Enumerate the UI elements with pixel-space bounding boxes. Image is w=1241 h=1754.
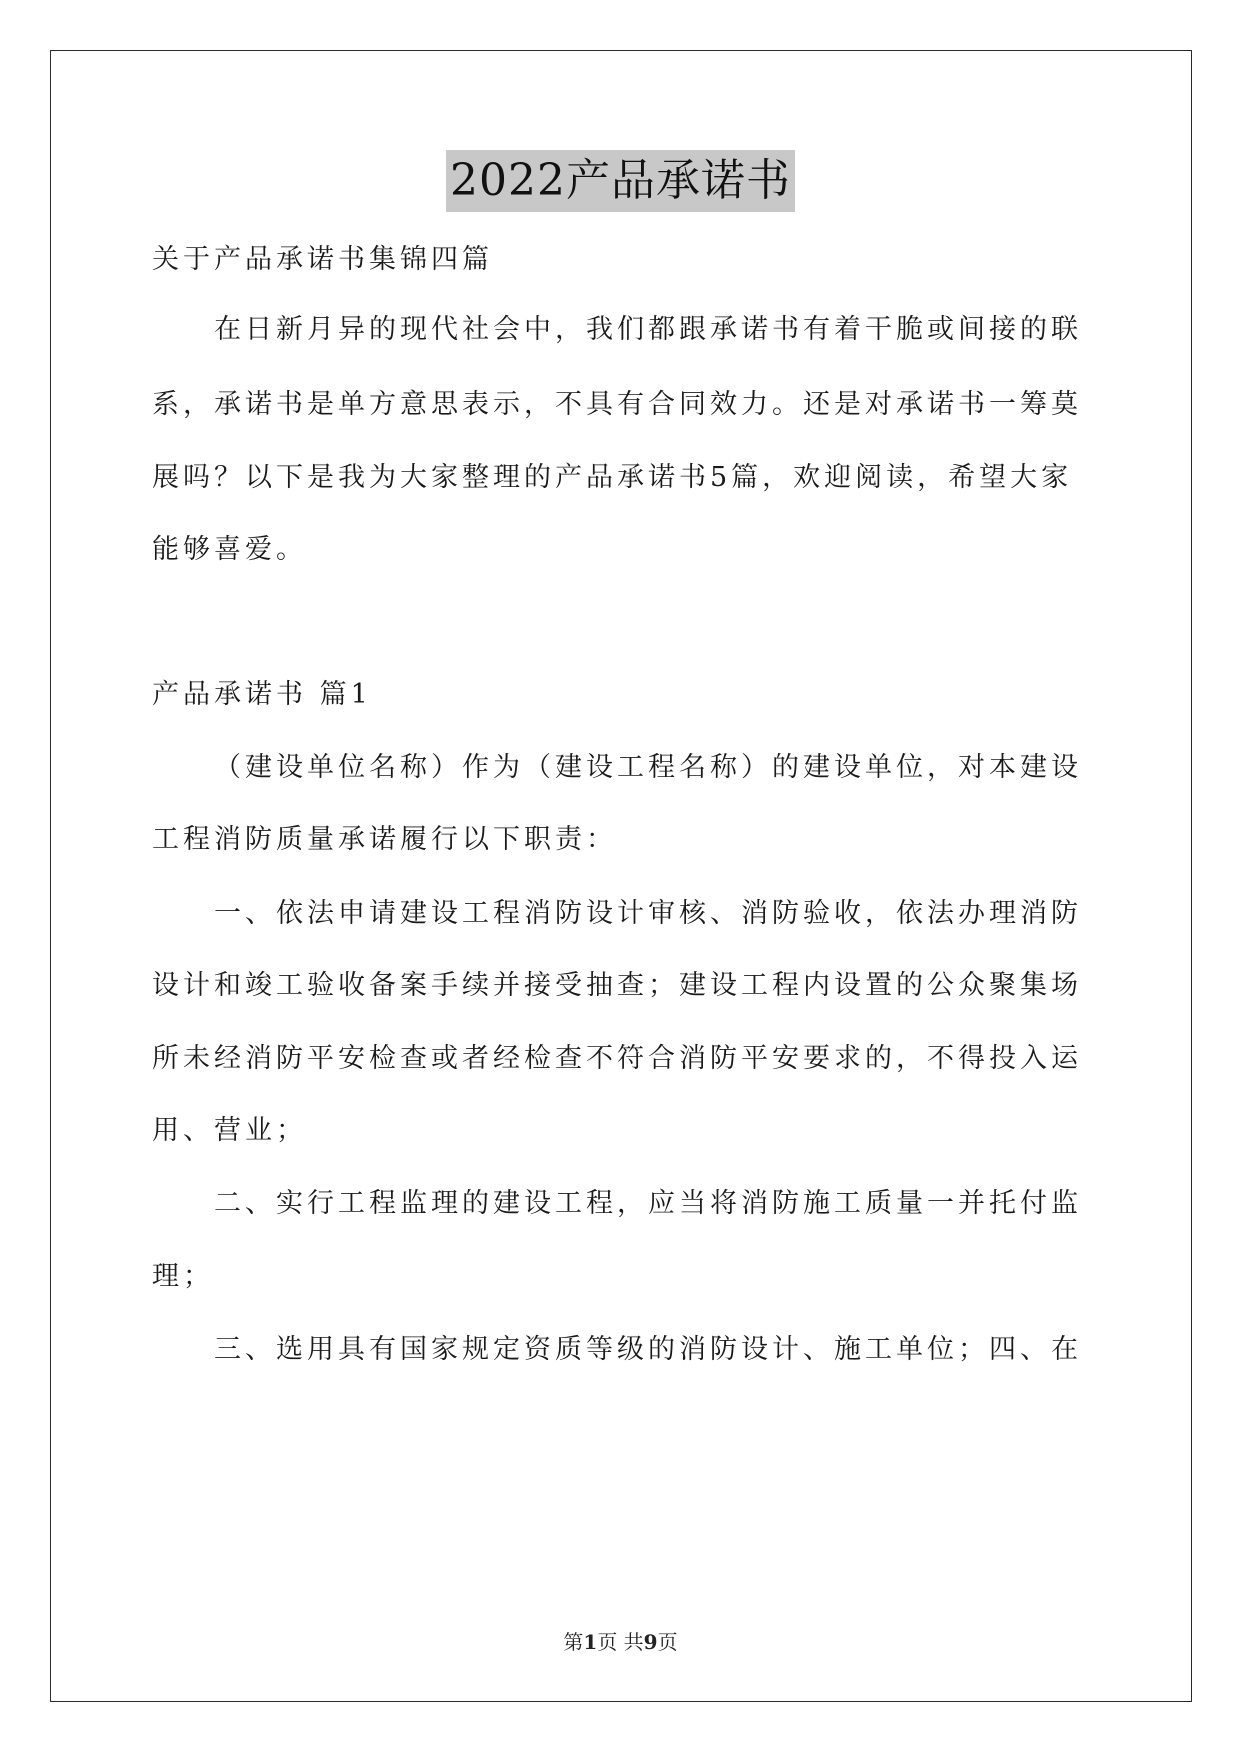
section-heading: 产品承诺书 篇1 — [152, 679, 372, 710]
body-line: 工程消防质量承诺履行以下职责： — [152, 824, 617, 855]
intro-line: 展吗？以下是我为大家整理的产品承诺书5篇，欢迎阅读，希望大家 — [152, 462, 1073, 493]
page-footer — [0, 1628, 1241, 1656]
intro-line: 能够喜爱。 — [152, 534, 307, 565]
intro-line: 在日新月异的现代社会中，我们都跟承诺书有着干脆或间接的联 — [214, 314, 1082, 345]
body-line: 设计和竣工验收备案手续并接受抽查；建设工程内设置的公众聚集场 — [152, 970, 1082, 1001]
body-line: 用、营业； — [152, 1115, 307, 1146]
body-line: 所未经消防平安检查或者经检查不符合消防平安要求的，不得投入运 — [152, 1043, 1082, 1074]
body-line: 一、依法申请建设工程消防设计审核、消防验收，依法办理消防 — [214, 898, 1082, 929]
footer-current-page: 1 — [583, 1630, 598, 1654]
body-line: 二、实行工程监理的建设工程，应当将消防施工质量一并托付监 — [214, 1188, 1082, 1219]
footer-mid: 页 共 — [597, 1630, 644, 1654]
title-container — [0, 150, 1241, 212]
footer-prefix: 第 — [563, 1630, 584, 1654]
page-border — [50, 50, 1192, 1702]
body-line: （建设单位名称）作为（建设工程名称）的建设单位，对本建设 — [214, 752, 1082, 783]
footer-suffix: 页 — [657, 1630, 678, 1654]
body-line: 三、选用具有国家规定资质等级的消防设计、施工单位；四、在 — [214, 1334, 1082, 1365]
body-line: 理； — [152, 1261, 214, 1292]
document-subtitle: 关于产品承诺书集锦四篇 — [152, 244, 493, 275]
intro-line: 系，承诺书是单方意思表示，不具有合同效力。还是对承诺书一筹莫 — [152, 389, 1082, 420]
footer-total-pages: 9 — [643, 1630, 658, 1654]
document-title: 2022产品承诺书 — [446, 150, 795, 212]
